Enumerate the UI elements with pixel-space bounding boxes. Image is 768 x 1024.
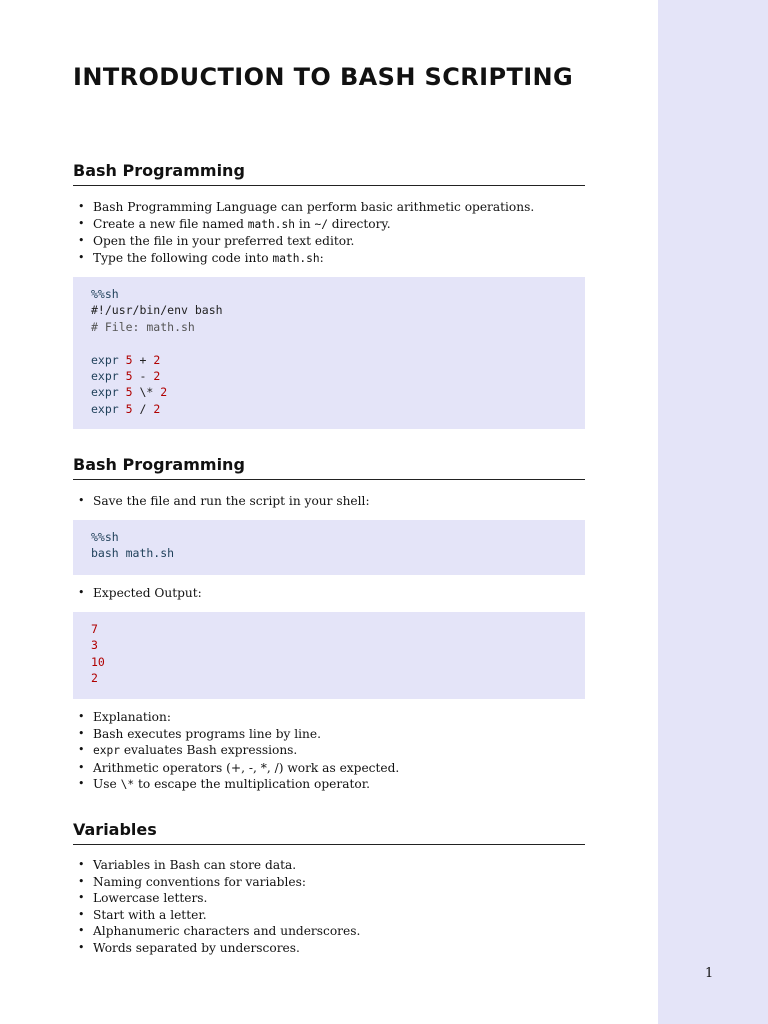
right-margin-band xyxy=(658,0,768,1024)
list-item: • Lowercase letters. xyxy=(93,890,360,907)
inline-code: math.sh xyxy=(272,251,320,265)
list-item: • Alphanumeric characters and underscores. xyxy=(93,923,360,940)
output-line: 2 xyxy=(91,671,98,686)
list-item: • Type the following code into math.sh: xyxy=(93,250,534,268)
inline-code: expr xyxy=(93,744,120,758)
code-block-run-script: %%sh bash math.sh xyxy=(73,520,585,575)
list-item: • Use \* to escape the multiplication operator. xyxy=(93,776,399,794)
bullet-list xyxy=(93,585,202,602)
section-heading: Bash Programming xyxy=(73,455,585,480)
section-heading: Variables xyxy=(73,820,585,845)
list-item: • Arithmetic operators (+, -, *, /) work as expected. xyxy=(93,760,399,777)
list-item: • expr evaluates Bash expressions. xyxy=(93,742,399,760)
list-item: • Explanation: xyxy=(93,709,399,726)
section-bash-programming-1 xyxy=(73,161,585,186)
document-title: INTRODUCTION TO BASH SCRIPTING xyxy=(73,63,574,91)
bullet-list xyxy=(93,199,534,267)
bullet-list xyxy=(93,709,399,794)
section-variables xyxy=(73,820,585,845)
list-item: • Words separated by underscores. xyxy=(93,940,360,957)
bullet-list xyxy=(93,493,370,510)
section-heading: Bash Programming xyxy=(73,161,585,186)
bullet-list xyxy=(93,857,360,957)
list-item: • Naming conventions for variables: xyxy=(93,874,360,891)
list-item: • Start with a letter. xyxy=(93,907,360,924)
list-item: • Variables in Bash can store data. xyxy=(93,857,360,874)
inline-code: ~/ xyxy=(314,217,328,231)
page-number: 1 xyxy=(705,966,714,981)
inline-code: \* xyxy=(120,778,135,792)
code-block-math-sh: %%sh #!/usr/bin/env bash # File: math.sh expr 5 + 2 expr 5 - 2 expr 5 \* 2 expr 5 / 2 xyxy=(73,277,585,429)
list-item: • Create a new file named math.sh in ~/ directory. xyxy=(93,216,534,234)
inline-code: math.sh xyxy=(247,217,295,231)
output-line: 3 xyxy=(91,638,98,653)
list-item: • Open the file in your preferred text editor. xyxy=(93,233,534,250)
list-item: • Expected Output: xyxy=(93,585,202,602)
section-bash-programming-2 xyxy=(73,455,585,480)
list-item: • Bash executes programs line by line. xyxy=(93,726,399,743)
list-item: • Bash Programming Language can perform basic arithmetic operations. xyxy=(93,199,534,216)
output-line: 10 xyxy=(91,654,105,669)
output-line: 7 xyxy=(91,622,98,636)
list-item: • Save the file and run the script in your shell: xyxy=(93,493,370,510)
code-block-expected-output xyxy=(73,612,585,699)
